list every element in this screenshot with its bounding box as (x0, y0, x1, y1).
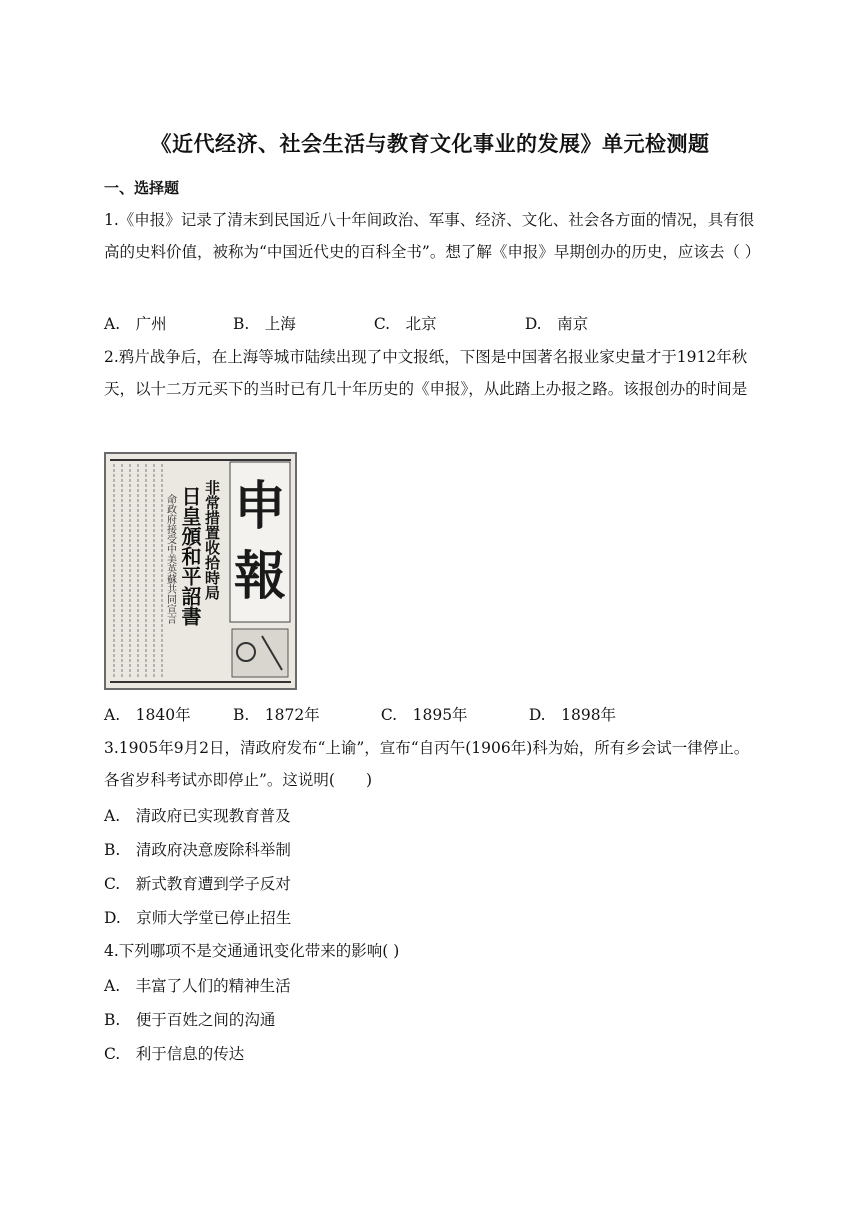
shenbao-newspaper-image (104, 452, 297, 690)
masthead-char-2: 報 (233, 546, 287, 607)
question-2-stem: 2.鸦片战争后，在上海等城市陆续出现了中文报纸，下图是中国著名报业家史量才于1912年秋天，以十二万元买下的当时已有几十年历史的《申报》，从此踏上办报之路。该报创办的时间是 (104, 348, 748, 398)
question-2-options (104, 703, 616, 725)
option-b[interactable]: B. 便于百姓之间的沟通 (104, 1011, 276, 1029)
option-a[interactable]: A. 广州 (104, 315, 167, 333)
option-c[interactable]: C. 北京 (373, 315, 437, 333)
headline-col-1: 非常措置收拾時局 (203, 480, 221, 600)
option-d[interactable]: D. 京师大学堂已停止招生 (104, 909, 292, 927)
option-a[interactable]: A. 丰富了人们的精神生活 (104, 977, 291, 995)
option-a[interactable]: A. 1840年 (104, 706, 191, 724)
option-d[interactable]: D. 1898年 (528, 706, 617, 724)
section-heading: 一、选择题 (104, 179, 180, 197)
question-1-options (104, 312, 588, 334)
question-3-stem: 3.1905年9月2日，清政府发布“上谕”，宣布“自丙午(1906年)科为始，所有乡会试一律停止。各省岁科考试亦即停止”。这说明( ) (104, 739, 750, 789)
question-1-stem: 1.《申报》记录了清末到民国近八十年间政治、军事、经济、文化、社会各方面的情况，具有很高的史料价值，被称为“中国近代史的百科全书”。想了解《申报》早期创办的历史，应该去（ ） (104, 211, 761, 261)
option-b[interactable]: B. 1872年 (232, 706, 320, 724)
option-c[interactable]: C. 新式教育遭到学子反对 (104, 875, 291, 893)
question-4-stem: 4.下列哪项不是交通通讯变化带来的影响( ) (104, 942, 400, 960)
option-c[interactable]: C. 1895年 (380, 706, 468, 724)
option-b[interactable]: B. 上海 (232, 315, 296, 333)
option-c[interactable]: C. 利于信息的传达 (104, 1045, 245, 1063)
option-a[interactable]: A. 清政府已实现教育普及 (104, 807, 291, 825)
headline-col-2: 日皇頒和平詔書 (178, 486, 202, 626)
document-title: 《近代经济、社会生活与教育文化事业的发展》单元检测题 (150, 131, 710, 156)
masthead-char-1: 申 (233, 476, 287, 537)
option-b[interactable]: B. 清政府决意废除科举制 (104, 841, 291, 859)
option-d[interactable]: D. 南京 (524, 315, 589, 333)
headline-col-3: 命政府接受中美英蘇共同宣言 (164, 494, 176, 624)
